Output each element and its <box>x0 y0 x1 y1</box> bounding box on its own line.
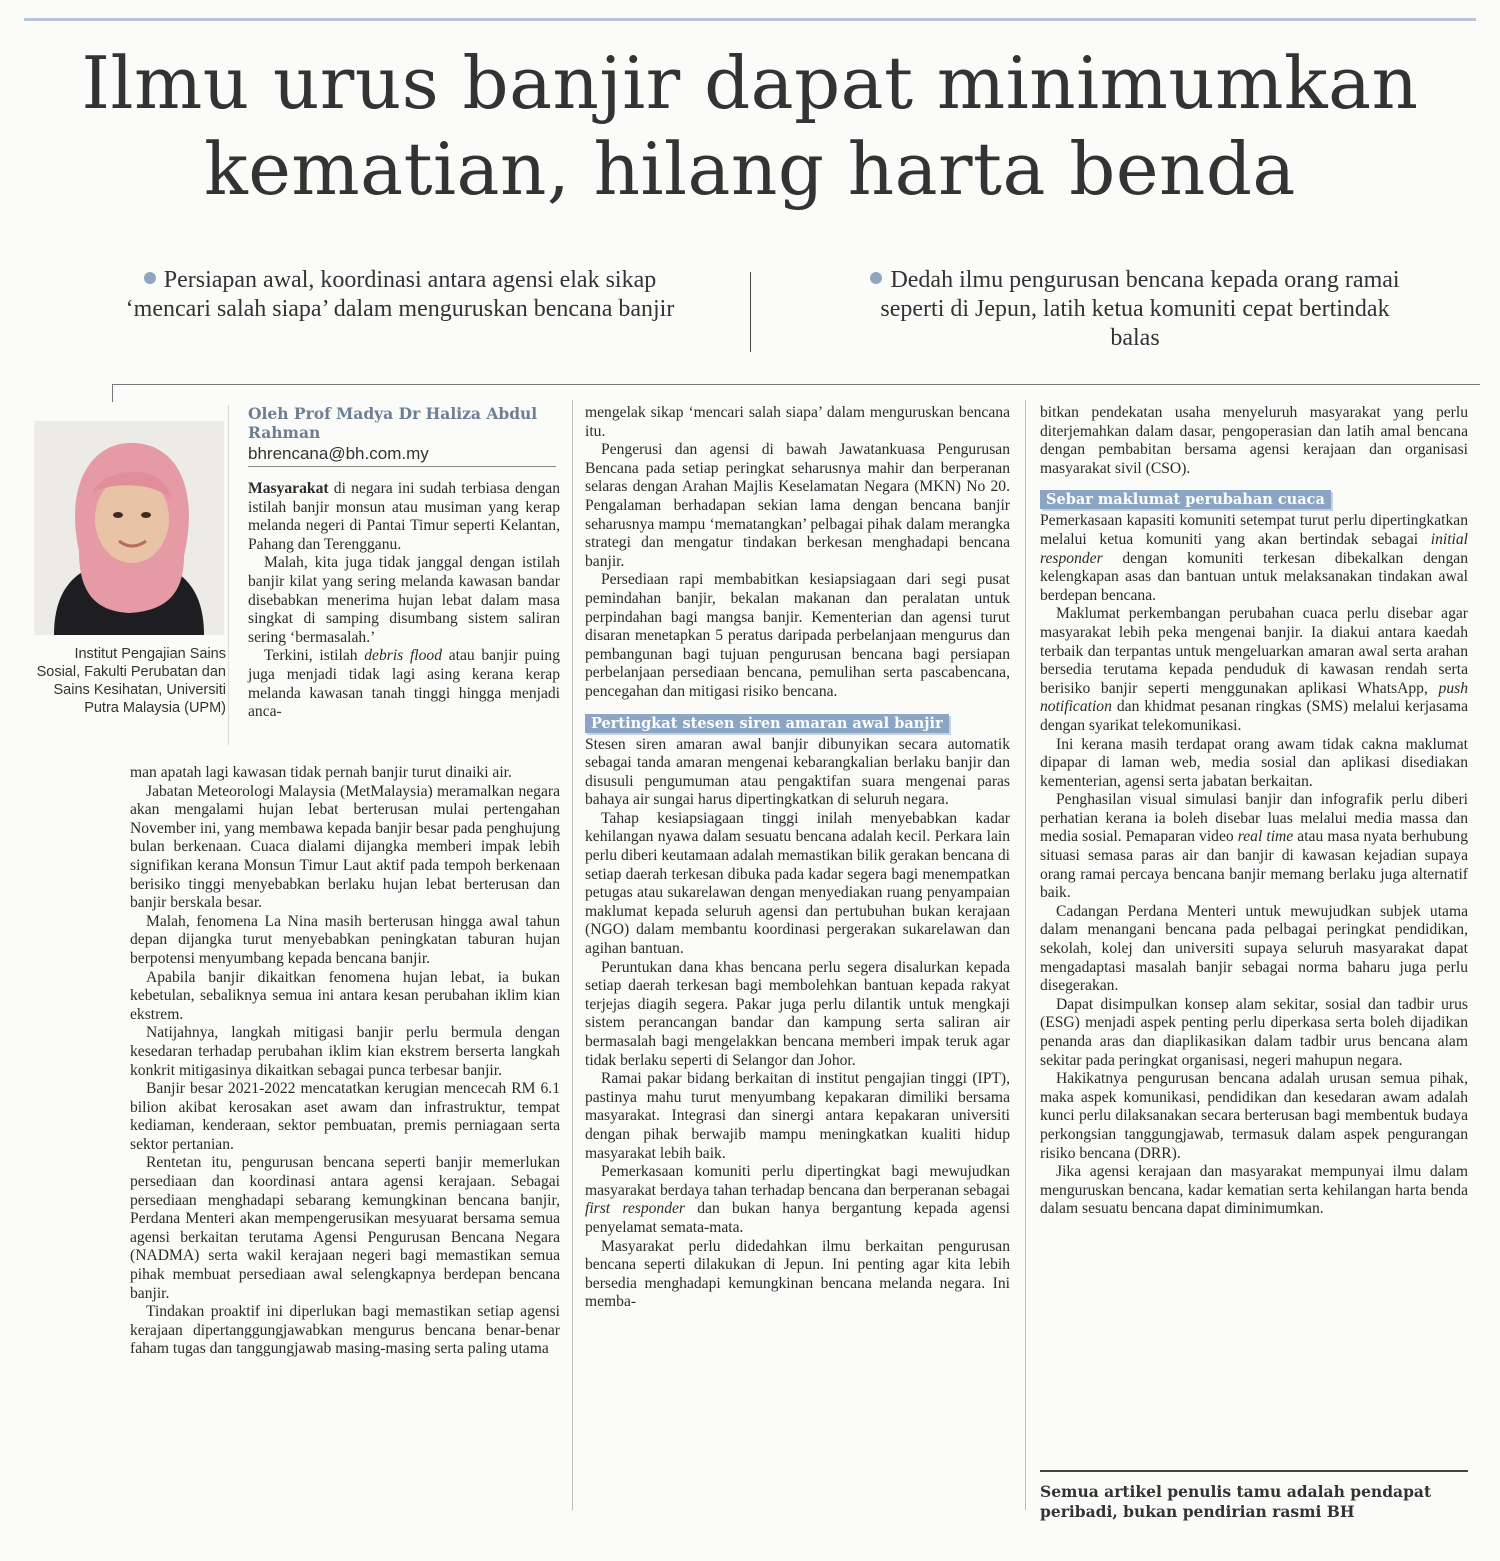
paragraph: Cadangan Perdana Menteri untuk mewujudkan subjek utama dalam menangani bencana pada pelbagai peringkat pendidikan, sekolah, kolej dan universiti supaya seluruh masyarakat dapat mengadaptasi masalah banjir sebagai norma baharu juga perlu disegerakan. <box>1040 902 1468 995</box>
section-rule-tick <box>112 384 113 402</box>
column-1-top <box>248 480 560 722</box>
highlight-right <box>855 266 1415 353</box>
column-1 <box>130 764 560 1359</box>
author-name: Oleh Prof Madya Dr Haliza Abdul Rahman <box>248 404 538 442</box>
paragraph: Ini kerana masih terdapat orang awam tidak cakna maklumat dipapar di laman web, media sosial dan aplikasi disediakan kementerian, agensi serta jabatan berkaitan. <box>1040 735 1468 790</box>
paragraph: Tahap kesiapsiagaan tinggi inilah menyebabkan kadar kehilangan nyawa dalam sesuatu bencana adalah kecil. Perkara lain perlu diberi keutamaan adalah memastikan bilik gerakan bencana di setiap daerah terkesan dibuka pada kadar segera bagi menempatkan petugas atau sukarelawan dengan menyediakan ruang penyampaian maklumat kepada seluruh agensi dan pertubuhan bukan kerajaan (NGO) dalam membantu koordinasi pergerakan sukarelawan dan agihan bantuan. <box>585 809 1010 958</box>
paragraph: Malah, kita juga tidak janggal dengan istilah banjir kilat yang sering melanda kawasan bandar disebabkan menerima hujan lebat dalam masa singkat di samping disumbang sistem saliran sering ‘bermasalah.’ <box>248 554 560 646</box>
column-3 <box>1040 404 1468 1219</box>
lead-word: Masyarakat <box>248 480 329 497</box>
paragraph: Persediaan rapi membabitkan kesiapsiagaan dari segi pusat pemindahan banjir, bekalan makanan dan peralatan untuk perpindahan bagi mangsa banjir. Kementerian dan agensi turut disaran menetapkan 5 peratus daripada perbelanjaan mengurus dan pembangunan bagi tujuan pengurusan bencana bagi persiapan perbelanjaan persediaan bencana, pemulihan serta pascabencana, pencegahan dan mitigasi risiko bencana. <box>585 571 1010 700</box>
paragraph: Rentetan itu, pengurusan bencana seperti banjir memerlukan persediaan dan koordinasi antara agensi kerajaan. Sebagai persediaan menghadapi sebarang kemungkinan bencana banjir, Perdana Menteri akan mempengerusikan mesyuarat bersama semua agensi berkaitan terutama Agensi Pengurusan Bencana Negara (NADMA) serta wakil kerajaan negeri bagi memastikan semua pihak membuat persediaan awal selengkapnya berdepan bencana banjir. <box>130 1154 560 1302</box>
subheading: Sebar maklumat perubahan cuaca <box>1040 490 1331 509</box>
column-divider <box>572 400 573 1510</box>
paragraph: Ramai pakar bidang berkaitan di institut pengajian tinggi (IPT), pastinya mahu turut menyumbang kepakaran dimiliki bersama masyarakat. Integrasi dan sinergi antara kepakaran universiti dengan pihak berwajib mampu meningkatkan kualiti hidup masyarakat lebih baik. <box>585 1070 1010 1162</box>
paragraph: Apabila banjir dikaitkan fenomena hujan lebat, ia bukan kebetulan, sebaliknya semua ini antara kesan perubahan iklim kian ekstrem. <box>130 968 560 1023</box>
paragraph: Terkini, istilah debris flood atau banjir puing juga menjadi tidak lagi asing kerana kerap melanda kawasan tanah tinggi hingga menjadi anca- <box>248 647 560 721</box>
highlights <box>0 266 1500 366</box>
paragraph: Natijahnya, langkah mitigasi banjir perlu bermula dengan kesedaran terhadap perubahan iklim kian ekstrem berserta langkah konkrit mitigasinya dikaitkan sebagai punca terbesar banjir. <box>130 1024 560 1079</box>
highlight-text: Dedah ilmu pengurusan bencana kepada orang ramai seperti di Jepun, latih ketua komuniti cepat bertindak balas <box>880 267 1400 351</box>
paragraph: Pemerkasaan kapasiti komuniti setempat turut perlu dipertingkatkan melalui ketua komuniti yang akan bertindak sebagai initial responder dengan komuniti terkesan dibekalkan dengan kelengkapan asas dan bantuan untuk melaksanakan tindakan awal berdepan bencana. <box>1040 512 1468 604</box>
bullet-icon <box>870 272 882 284</box>
subheading: Pertingkat stesen siren amaran awal banjir <box>585 714 949 733</box>
bullet-icon <box>144 272 156 284</box>
paragraph: Dapat disimpulkan konsep alam sekitar, sosial dan tadbir urus (ESG) menjadi aspek penting perlu diperkasa serta boleh dijadikan penanda aras dan diaplikasikan dalam tadbir urus bencana alam sekitar pada peringkat organisasi, negeri mahupun negara. <box>1040 995 1468 1069</box>
paragraph: Penghasilan visual simulasi banjir dan infografik perlu diberi perhatian kerana ia boleh disebar luas melalui media massa dan media sosial. Pemaparan video real time atau masa nyata berhubung situasi semasa paras air dan banjir di kawasan kejadian supaya orang ramai percaya bencana banjir memang berlaku juga alternatif baik. <box>1040 791 1468 902</box>
paragraph: Masyarakat perlu didedahkan ilmu berkaitan pengurusan bencana seperti dilakukan di Jepun. Ini penting agar kita lebih bersedia menghadapi kemungkinan bencana melanda negara. Ini memba- <box>585 1237 1010 1311</box>
author-photo <box>34 421 224 635</box>
author-affiliation: Institut Pengajian Sains Sosial, Fakulti Perubatan dan Sains Kesihatan, Universiti Putra Malaysia (UPM) <box>36 646 226 716</box>
paragraph: Tindakan proaktif ini diperlukan bagi memastikan setiap agensi kerajaan dipertanggungjawabkan mengurus bencana benar-benar faham tugas dan tanggungjawab masing-masing serta paling utama <box>130 1303 560 1358</box>
paragraph: Banjir besar 2021-2022 mencatatkan kerugian mencecah RM 6.1 bilion akibat kerosakan aset awam dan infrastruktur, tempat kediaman, kenderaan, sektor pembuatan, premis perniagaan serta sektor pertanian. <box>130 1080 560 1153</box>
paragraph: Pengerusi dan agensi di bawah Jawatankuasa Pengurusan Bencana pada setiap peringkat seharusnya mahir dan berperanan selaras dengan Arahan Majlis Keselamatan Negara (MKN) No 20. Pengalaman berhadapan sekian lama dengan bencana banjir seharusnya mampu ‘mematangkan’ pelbagai pihak dalam merangka strategi dan mengatur tindakan berkesan menghadapi bencana banjir. <box>585 441 1010 570</box>
paragraph: Peruntukan dana khas bencana perlu segera disalurkan kepada setiap daerah terkesan bagi membolehkan bantuan kepada rakyat terjejas diagih segera. Pakar juga perlu dilantik untuk mengkaji sistem perancangan bandar dan kampung serta saliran air bermasalah bagi mengelakkan bencana memberi impak teruk agar tidak berlaku seperti di Selangor dan Johor. <box>585 958 1010 1069</box>
headline: Ilmu urus banjir dapat minimumkan kematian, hilang harta benda <box>81 41 1419 211</box>
column-2 <box>585 404 1010 1312</box>
paragraph: bitkan pendekatan usaha menyeluruh masyarakat yang perlu diterjemahkan dalam dasar, pengoperasian dan latih amal bencana dengan pembabitan bersama agensi kerajaan dan organisasi masyarakat sivil (CSO). <box>1040 404 1468 477</box>
paragraph: Maklumat perkembangan perubahan cuaca perlu disebar agar masyarakat lebih peka mengenai banjir. Ia diakui antara kaedah terbaik dan terpantas untuk mengeluarkan amaran awal serta arahan bersedia terutama kepada penduduk di kawasan rendah serta berisiko banjir seperti menggunakan aplikasi WhatsApp, push notification dan khidmat pesanan ringkas (SMS) melalui kerjasama dengan syarikat telekomunikasi. <box>1040 605 1468 734</box>
paragraph: Malah, fenomena La Nina masih berterusan hingga awal tahun depan dijangka turut menyebabkan peningkatan taburan hujan berpotensi menyumbang kepada bencana banjir. <box>130 912 560 967</box>
highlight-text: Persiapan awal, koordinasi antara agensi elak sikap ‘mencari salah siapa’ dalam menguruskan bencana banjir <box>125 267 675 322</box>
top-rule <box>24 18 1476 21</box>
paragraph: man apatah lagi kawasan tidak pernah banjir turut dinaiki air. <box>130 764 512 781</box>
author-photo-box <box>30 405 229 745</box>
paragraph: Jabatan Meteorologi Malaysia (MetMalaysia) meramalkan negara akan mengalami hujan lebat berterusan mulai pertengahan November ini, yang membawa kepada banjir besar pada penghujung bulan berkenaan. Cuaca dialami dijangka memberi impak lebih signifikan kerana Monsun Timur Laut aktif pada tempoh berkenaan berisiko tinggi menyebabkan berlaku hujan lebat berterusan dan banjir berskala besar. <box>130 782 560 912</box>
disclaimer-rule <box>1040 1470 1468 1472</box>
byline <box>248 404 548 464</box>
disclaimer: Semua artikel penulis tamu adalah pendapat peribadi, bukan pendirian rasmi BH <box>1040 1482 1432 1521</box>
paragraph: mengelak sikap ‘mencari salah siapa’ dalam menguruskan bencana itu. <box>585 404 1010 440</box>
highlight-divider <box>750 272 751 352</box>
byline-rule <box>248 466 556 467</box>
section-rule <box>112 384 1480 385</box>
author-email[interactable]: bhrencana@bh.com.my <box>248 444 429 463</box>
column-divider <box>1025 400 1026 1510</box>
paragraph: Stesen siren amaran awal banjir dibunyikan secara automatik sebagai tanda amaran mengenai kebarangkalian berlaku banjir dan disusuli pengumuman atau pengaktifan suara mengenai paras bahaya air sungai harus dipertingkatkan di seluruh negara. <box>585 735 1010 809</box>
highlight-left <box>120 266 680 324</box>
paragraph: Jika agensi kerajaan dan masyarakat mempunyai ilmu dalam menguruskan bencana, kadar kematian serta kehilangan harta benda dalam sesuatu bencana dapat diminimumkan. <box>1040 1163 1468 1218</box>
paragraph: Masyarakat di negara ini sudah terbiasa dengan istilah banjir monsun atau musiman yang kerap melanda negeri di Pantai Timur seperti Kelantan, Pahang dan Terengganu. <box>248 480 560 553</box>
paragraph: Hakikatnya pengurusan bencana adalah urusan semua pihak, maka aspek komunikasi, pendidikan dan kesedaran awam adalah kunci perlu dilaksanakan secara berterusan bagi membentuk budaya perkongsian tanggungjawab, termasuk dalam aspek pengurangan risiko bencana (DRR). <box>1040 1070 1468 1162</box>
paragraph: Pemerkasaan komuniti perlu dipertingkat bagi mewujudkan masyarakat berdaya tahan terhadap bencana dan berperanan sebagai first responder dan bukan hanya bergantung kepada agensi penyelamat semata-mata. <box>585 1163 1010 1236</box>
